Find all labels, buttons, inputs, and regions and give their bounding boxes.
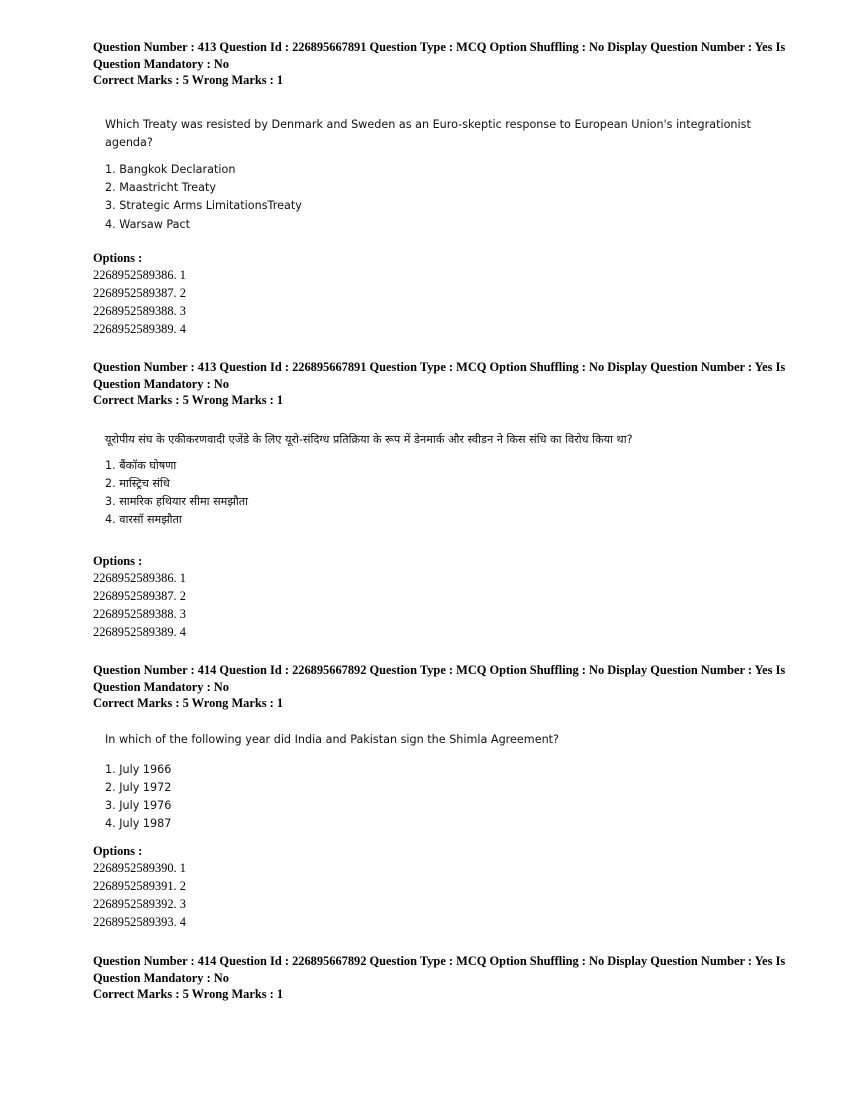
question-text bbox=[105, 731, 773, 749]
header-line: Question Mandatory : No bbox=[93, 970, 229, 985]
question-block-414-en bbox=[93, 662, 786, 834]
answer-choices bbox=[105, 457, 773, 530]
answer-choice: 3. July 1976 bbox=[105, 799, 172, 813]
answer-choice: 4. Warsaw Pact bbox=[105, 217, 191, 231]
options-title: Options : bbox=[93, 251, 143, 265]
header-line: Correct Marks : 5 Wrong Marks : 1 bbox=[93, 73, 284, 87]
answer-choice: 2. Maastricht Treaty bbox=[105, 181, 216, 195]
options-title: Options : bbox=[93, 554, 143, 568]
header-line: Question Number : 413 Question Id : 226895667891 Question Type : MCQ Option Shuffling : No Display Question Number : Yes Is bbox=[93, 360, 786, 374]
header-line: Question Number : 414 Question Id : 226895667892 Question Type : MCQ Option Shuffling : No Display Question Number : Yes Is bbox=[93, 663, 786, 677]
header-line: Question Number : 414 Question Id : 226895667892 Question Type : MCQ Option Shuffling : No Display Question Number : Yes Is bbox=[93, 954, 786, 968]
header-line: Question Mandatory : No bbox=[93, 56, 229, 71]
answer-choice: 3. Strategic Arms LimitationsTreaty bbox=[105, 199, 302, 213]
question-block-413-hi bbox=[93, 359, 786, 529]
question-body bbox=[105, 731, 773, 834]
answer-choices bbox=[105, 161, 773, 234]
option-item: 2268952589388. 3 bbox=[93, 606, 186, 621]
header-line: Question Mandatory : No bbox=[93, 376, 229, 391]
answer-choice: 1. बैंकॉक घोषणा bbox=[105, 458, 177, 472]
question-text bbox=[105, 116, 773, 152]
answer-choice: 1. Bangkok Declaration bbox=[105, 162, 236, 176]
answer-choice: 3. सामरिक हथियार सीमा समझौता bbox=[105, 494, 248, 508]
answer-choice: 4. वारसॉ समझौता bbox=[105, 513, 182, 527]
answer-choice: 2. मास्ट्रिच संधि bbox=[105, 476, 170, 490]
question-header bbox=[93, 39, 786, 89]
question-header bbox=[93, 662, 786, 712]
question-block-413-en bbox=[93, 39, 786, 234]
question-header bbox=[93, 953, 786, 1003]
option-item: 2268952589389. 4 bbox=[93, 321, 186, 336]
options-block bbox=[93, 843, 773, 932]
answer-choices bbox=[105, 761, 773, 834]
options-block bbox=[93, 553, 773, 642]
header-line: Correct Marks : 5 Wrong Marks : 1 bbox=[93, 696, 284, 710]
question-text-line: यूरोपीय संघ के एकीकरणवादी एजेंडे के लिए यूरो-संदिग्ध प्रतिक्रिया के रूप में डेनमार्क और स्वीडन ने किस संधि का विरोध किया था? bbox=[105, 432, 633, 446]
answer-choice: 1. July 1966 bbox=[105, 762, 172, 776]
option-item: 2268952589387. 2 bbox=[93, 285, 186, 300]
option-item: 2268952589391. 2 bbox=[93, 878, 186, 893]
option-item: 2268952589386. 1 bbox=[93, 268, 186, 282]
option-item: 2268952589386. 1 bbox=[93, 571, 186, 585]
option-item: 2268952589393. 4 bbox=[93, 914, 186, 929]
question-text bbox=[105, 429, 773, 451]
question-text-line: agenda? bbox=[105, 135, 153, 149]
question-body bbox=[105, 429, 773, 530]
options-block bbox=[93, 250, 773, 339]
question-body bbox=[105, 116, 773, 234]
option-item: 2268952589390. 1 bbox=[93, 861, 186, 875]
answer-choice: 4. July 1987 bbox=[105, 817, 172, 831]
header-line: Correct Marks : 5 Wrong Marks : 1 bbox=[93, 393, 284, 407]
question-text-line: In which of the following year did India and Pakistan sign the Shimla Agreement? bbox=[105, 732, 559, 746]
options-title: Options : bbox=[93, 844, 143, 858]
question-block-414-hi bbox=[93, 953, 786, 1003]
option-item: 2268952589388. 3 bbox=[93, 303, 186, 318]
header-line: Question Mandatory : No bbox=[93, 679, 229, 694]
header-line: Question Number : 413 Question Id : 226895667891 Question Type : MCQ Option Shuffling : No Display Question Number : Yes Is bbox=[93, 40, 786, 54]
option-item: 2268952589387. 2 bbox=[93, 588, 186, 603]
answer-choice: 2. July 1972 bbox=[105, 780, 172, 794]
header-line: Correct Marks : 5 Wrong Marks : 1 bbox=[93, 987, 284, 1001]
question-text-line: Which Treaty was resisted by Denmark and Sweden as an Euro-skeptic response to European Union's integrationist bbox=[105, 117, 751, 131]
question-header bbox=[93, 359, 786, 409]
option-item: 2268952589392. 3 bbox=[93, 896, 186, 911]
option-item: 2268952589389. 4 bbox=[93, 624, 186, 639]
